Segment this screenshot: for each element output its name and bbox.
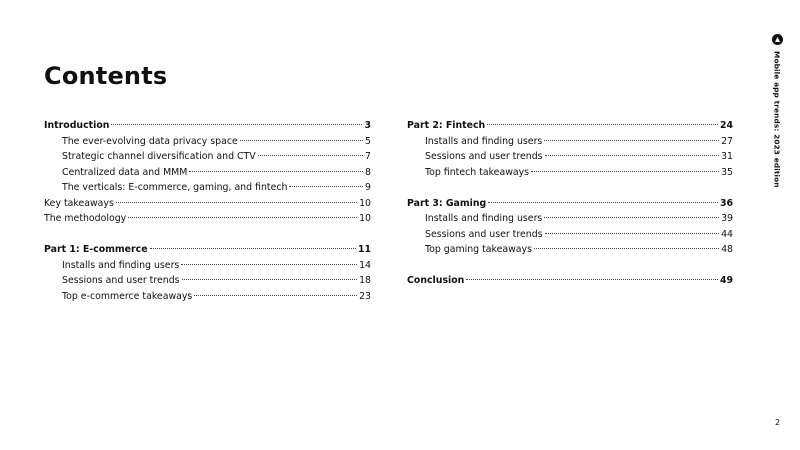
dot-leader [488, 202, 718, 203]
edition-label: Mobile app trends: 2023 edition [772, 51, 782, 188]
toc-entry-label: Introduction [44, 120, 110, 131]
toc-entry[interactable] [407, 211, 733, 227]
toc-section-entry[interactable] [407, 273, 733, 289]
toc-entry[interactable] [44, 289, 371, 305]
toc-entry-label: Top e-commerce takeaways [62, 290, 193, 302]
toc-spacer [407, 180, 733, 196]
toc-entry-page: 7 [365, 151, 371, 162]
dot-leader [289, 186, 363, 187]
toc-entry-page: 10 [359, 197, 371, 209]
toc-entry-page: 31 [721, 151, 733, 162]
toc-right-column [407, 118, 733, 289]
dot-leader [544, 217, 719, 218]
toc-entry-page: 39 [721, 213, 733, 224]
toc-entry-label: Part 2: Fintech [407, 120, 486, 131]
dot-leader [111, 124, 362, 125]
page-number: 2 [775, 418, 781, 427]
dot-leader [194, 295, 357, 296]
toc-entry-page: 11 [357, 244, 371, 255]
toc-entry-label: Part 1: E-commerce [44, 244, 148, 255]
dot-leader [181, 264, 357, 265]
toc-section-entry[interactable] [407, 118, 733, 134]
toc-entry-label: Part 3: Gaming [407, 197, 487, 209]
toc-entry-page: 14 [359, 259, 371, 271]
toc-entry-page: 3 [364, 120, 371, 131]
toc-entry-label: Conclusion [407, 275, 465, 286]
dot-leader [150, 248, 356, 249]
dot-leader [544, 140, 719, 141]
edition-sidebar [770, 34, 784, 188]
toc-entry-label: Strategic channel diversification and CTV [62, 151, 256, 162]
toc-entry[interactable] [44, 258, 371, 274]
toc-entry[interactable] [407, 242, 733, 258]
toc-entry[interactable] [44, 180, 371, 196]
dot-leader [258, 155, 363, 156]
toc-entry[interactable] [407, 149, 733, 165]
toc-entry-page: 27 [721, 135, 733, 147]
dot-leader [531, 171, 719, 172]
toc-entry-label: Installs and finding users [425, 135, 543, 147]
toc-entry-label: Sessions and user trends [425, 151, 543, 162]
toc-entry-page: 36 [719, 197, 733, 209]
toc-entry-label: Top gaming takeaways [425, 244, 532, 255]
toc-entry-label: The ever-evolving data privacy space [62, 135, 238, 147]
toc-entry-label: Key takeaways [44, 197, 114, 209]
toc-section-entry[interactable] [44, 118, 371, 134]
toc-entry-label: Top fintech takeaways [425, 166, 530, 178]
toc-spacer [44, 227, 371, 243]
dot-leader [534, 248, 719, 249]
toc-entry[interactable] [44, 165, 371, 181]
dot-leader [189, 171, 363, 172]
toc-entry-page: 35 [721, 166, 733, 178]
toc-section-entry[interactable] [407, 196, 733, 212]
dot-leader [240, 140, 363, 141]
toc-entry-page: 48 [721, 244, 733, 255]
dot-leader [545, 233, 720, 234]
toc-entry[interactable] [407, 227, 733, 243]
toc-entry[interactable] [44, 134, 371, 150]
toc-entry-page: 24 [719, 120, 733, 131]
brand-logo-icon [772, 34, 783, 45]
toc-entry-page: 10 [359, 213, 371, 224]
toc-entry-page: 44 [721, 228, 733, 240]
toc-entry[interactable] [44, 211, 371, 227]
dot-leader [466, 279, 718, 280]
toc-entry-page: 9 [365, 182, 371, 193]
toc-entry-label: Centralized data and MMM [62, 166, 188, 178]
toc-entry-page: 49 [719, 275, 733, 286]
toc-entry-page: 8 [365, 166, 371, 178]
toc-left-column [44, 118, 371, 304]
dot-leader [182, 279, 358, 280]
toc-spacer [407, 258, 733, 274]
toc-entry[interactable] [407, 134, 733, 150]
toc-entry[interactable] [407, 165, 733, 181]
dot-leader [128, 217, 357, 218]
toc-entry[interactable] [44, 149, 371, 165]
toc-entry-label: Sessions and user trends [62, 275, 180, 286]
dot-leader [487, 124, 718, 125]
toc-entry-label: The methodology [44, 213, 127, 224]
toc-entry-page: 18 [359, 275, 371, 286]
toc-section-entry[interactable] [44, 242, 371, 258]
page-title: Contents [44, 62, 168, 90]
toc-entry-page: 23 [359, 290, 371, 302]
toc-entry[interactable] [44, 273, 371, 289]
toc-entry-label: Sessions and user trends [425, 228, 543, 240]
toc-entry-label: Installs and finding users [425, 213, 543, 224]
toc-entry[interactable] [44, 196, 371, 212]
dot-leader [116, 202, 357, 203]
toc-entry-label: Installs and finding users [62, 259, 180, 271]
toc-entry-page: 5 [365, 135, 371, 147]
toc-entry-label: The verticals: E-commerce, gaming, and fintech [62, 182, 288, 193]
dot-leader [545, 155, 720, 156]
